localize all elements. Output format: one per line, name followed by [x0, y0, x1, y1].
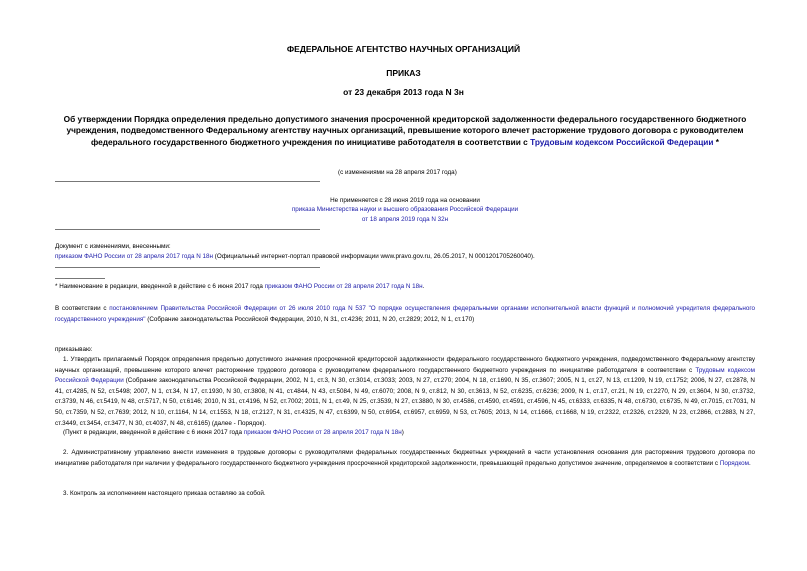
amendments-note: (с изменениями на 28 апреля 2017 года) [338, 169, 457, 176]
footnote-order-link[interactable]: приказом ФАНО России от 28 апреля 2017 года N 18н [264, 283, 423, 290]
title-text: Об утверждении Порядка определения предельно допустимого значения просроченной кредиторской задолженности федерального государственного бюджетного учреждения, подведомственного Федеральному агентству научных организаций, превышение которого влечет расторжение трудового договора с руководителем федерального государственного бюджетного учреждения по инициативе работодателя в соответствии с [63, 114, 747, 147]
item-1-note-text: (Пункт в редакции, введенной в действие с 6 июня 2017 года [63, 429, 244, 436]
divider [55, 181, 320, 182]
footnote-end: . [422, 283, 425, 290]
preamble [55, 304, 755, 325]
agency-name: ФЕДЕРАЛЬНОЕ АГЕНТСТВО НАУЧНЫХ ОРГАНИЗАЦИЙ [286, 44, 521, 54]
item-3: 3. Контроль за исполнением настоящего приказа оставляю за собой. [63, 490, 266, 497]
item-1 [55, 355, 755, 429]
item-1-text: 1. Утвердить прилагаемый Порядок определения предельно допустимого значения просроченной кредиторской задолженности федерального государственного бюджетного учреждения, подведомственного Федеральному агентству научных организаций, превышение которого влечет расторжение трудового договора с руководителем федерального государственного бюджетного учреждения по инициативе работодателя в соответствии с [55, 356, 755, 374]
item-2-procedure-link[interactable]: Порядком [719, 459, 750, 467]
divider [55, 229, 320, 230]
footnote [55, 282, 424, 291]
item-2-end: . [749, 459, 751, 467]
government-resolution-link[interactable]: постановлением Правительства Российской Федерации от 26 июля 2010 года N 537 "О порядке осуществления федеральными органами исполнительной власти функций и полномочий учредителя федерального государственного учреждения" [55, 305, 756, 323]
footnote-text: * Наименование в редакции, введенной в действие с 6 июня 2017 года [55, 283, 265, 290]
title-asterisk: * [713, 136, 720, 147]
divider [55, 267, 320, 268]
preamble-prefix: В соответствии с [55, 305, 110, 312]
doc-date-number: от 23 декабря 2013 года N 3н [343, 87, 464, 97]
not-applied-notice [230, 196, 580, 224]
title-labor-code-link[interactable]: Трудовым кодексом Российской Федерации [530, 136, 714, 147]
doc-type: ПРИКАЗ [386, 68, 421, 78]
ministry-order-link[interactable]: приказа Министерства науки и высшего образования Российской Федерации [291, 206, 519, 214]
item-1-labor-code-link[interactable]: Трудовым кодексом Российской Федерации [55, 366, 756, 385]
item-1-note-link[interactable]: приказом ФАНО России от 28 апреля 2017 года N 18н [243, 429, 402, 436]
item-1-note-end: ) [401, 429, 404, 436]
changes-source [55, 252, 535, 261]
item-2 [55, 448, 755, 469]
footnote-divider [55, 278, 105, 279]
item-2-text: 2. Административному управлению внести изменения в трудовые договоры с руководителями федеральных государственных бюджетных учреждений в части установления основания для расторжения трудового договора по инициативе работодателя при наличии у федерального государственного бюджетного учреждения просроченной кредиторской задолженности, превышающей предельно допустимое значение, определяемое в соответствии с [55, 449, 755, 467]
not-applied-line: Не применяется с 28 июня 2019 года на основании [330, 197, 480, 204]
preamble-sources: (Собрание законодательства Российской Федерации, 2010, N 31, ст.4236; 2011, N 20, ст.2829; 2012, N 1, ст.170) [145, 315, 475, 323]
ministry-order-date-link[interactable]: от 18 апреля 2019 года N 32н [361, 215, 449, 223]
item-1-note [63, 428, 404, 439]
changes-label: Документ с изменениями, внесенными: [55, 243, 171, 250]
changes-publication: (Официальный интернет-портал правовой информации www.pravo.gov.ru, 26.05.2017, N 0001201705260040). [212, 253, 535, 260]
item-1-sources: (Собрание законодательства Российской Федерации, 2002, N 1, ст.3, N 30, ст.3014, ст.3033; 2003, N 27, ст.270; 2004, N 18, ст.1690, N 35, ст.3607; 2005, N 1, ст.27, N 13, ст.1209, N 19, ст.1752; 2006, N 27, ст.2878, N 41, ст.4285, N 52, ст.5498; 2007, N 1, ст.34, N 17, ст.1930, N 30, ст.3808, N 41, ст.4844, N 43, ст.5084, N 49, ст.6070; 2008, N 9, ст.812, N 30, ст.3613, N 52, ст.6235, ст.6236; 2009, N 1, ст.17, ст.21, N 19, ст.2270, N 29, ст.3604, N 30, ст.3732, ст.3739, N 46, ст.5419, N 48, ст.5717, N 50, ст.6146; 2010, N 31, ст.4196, N 52, ст.7002; 2011, N 1, ст.49, N 25, ст.3539, N 27, ст.3880, N 30, ст.4586, ст.4590, ст.4591, ст.4596, N 45, ст.6333, ст.6335, N 48, ст.6730, ст.6735, N 49, ст.7015, ст.7031, N 50, ст.7359, N 52, ст.7639; 2012, N 10, ст.1164, N 14, ст.1553, N 18, ст.2127, N 31, ст.4325, N 47, ст.6399, N 50, ст.6954, ст.6957, ст.6959, N 53, ст.7605; 2013, N 14, ст.1666, ст.1668, N 19, ст.2322, ст.2326, ст.2329, N 23, ст.2866, ст.2883, N 27, ст.3449, ст.3454, ст.3477, N 30, ст.4037, N 48, ст.6165) (далее - Порядок). [55, 377, 755, 427]
order-word: приказываю: [55, 346, 93, 353]
document-title [55, 114, 755, 148]
fano-order-link[interactable]: приказом ФАНО России от 28 апреля 2017 года N 18н [55, 253, 213, 260]
